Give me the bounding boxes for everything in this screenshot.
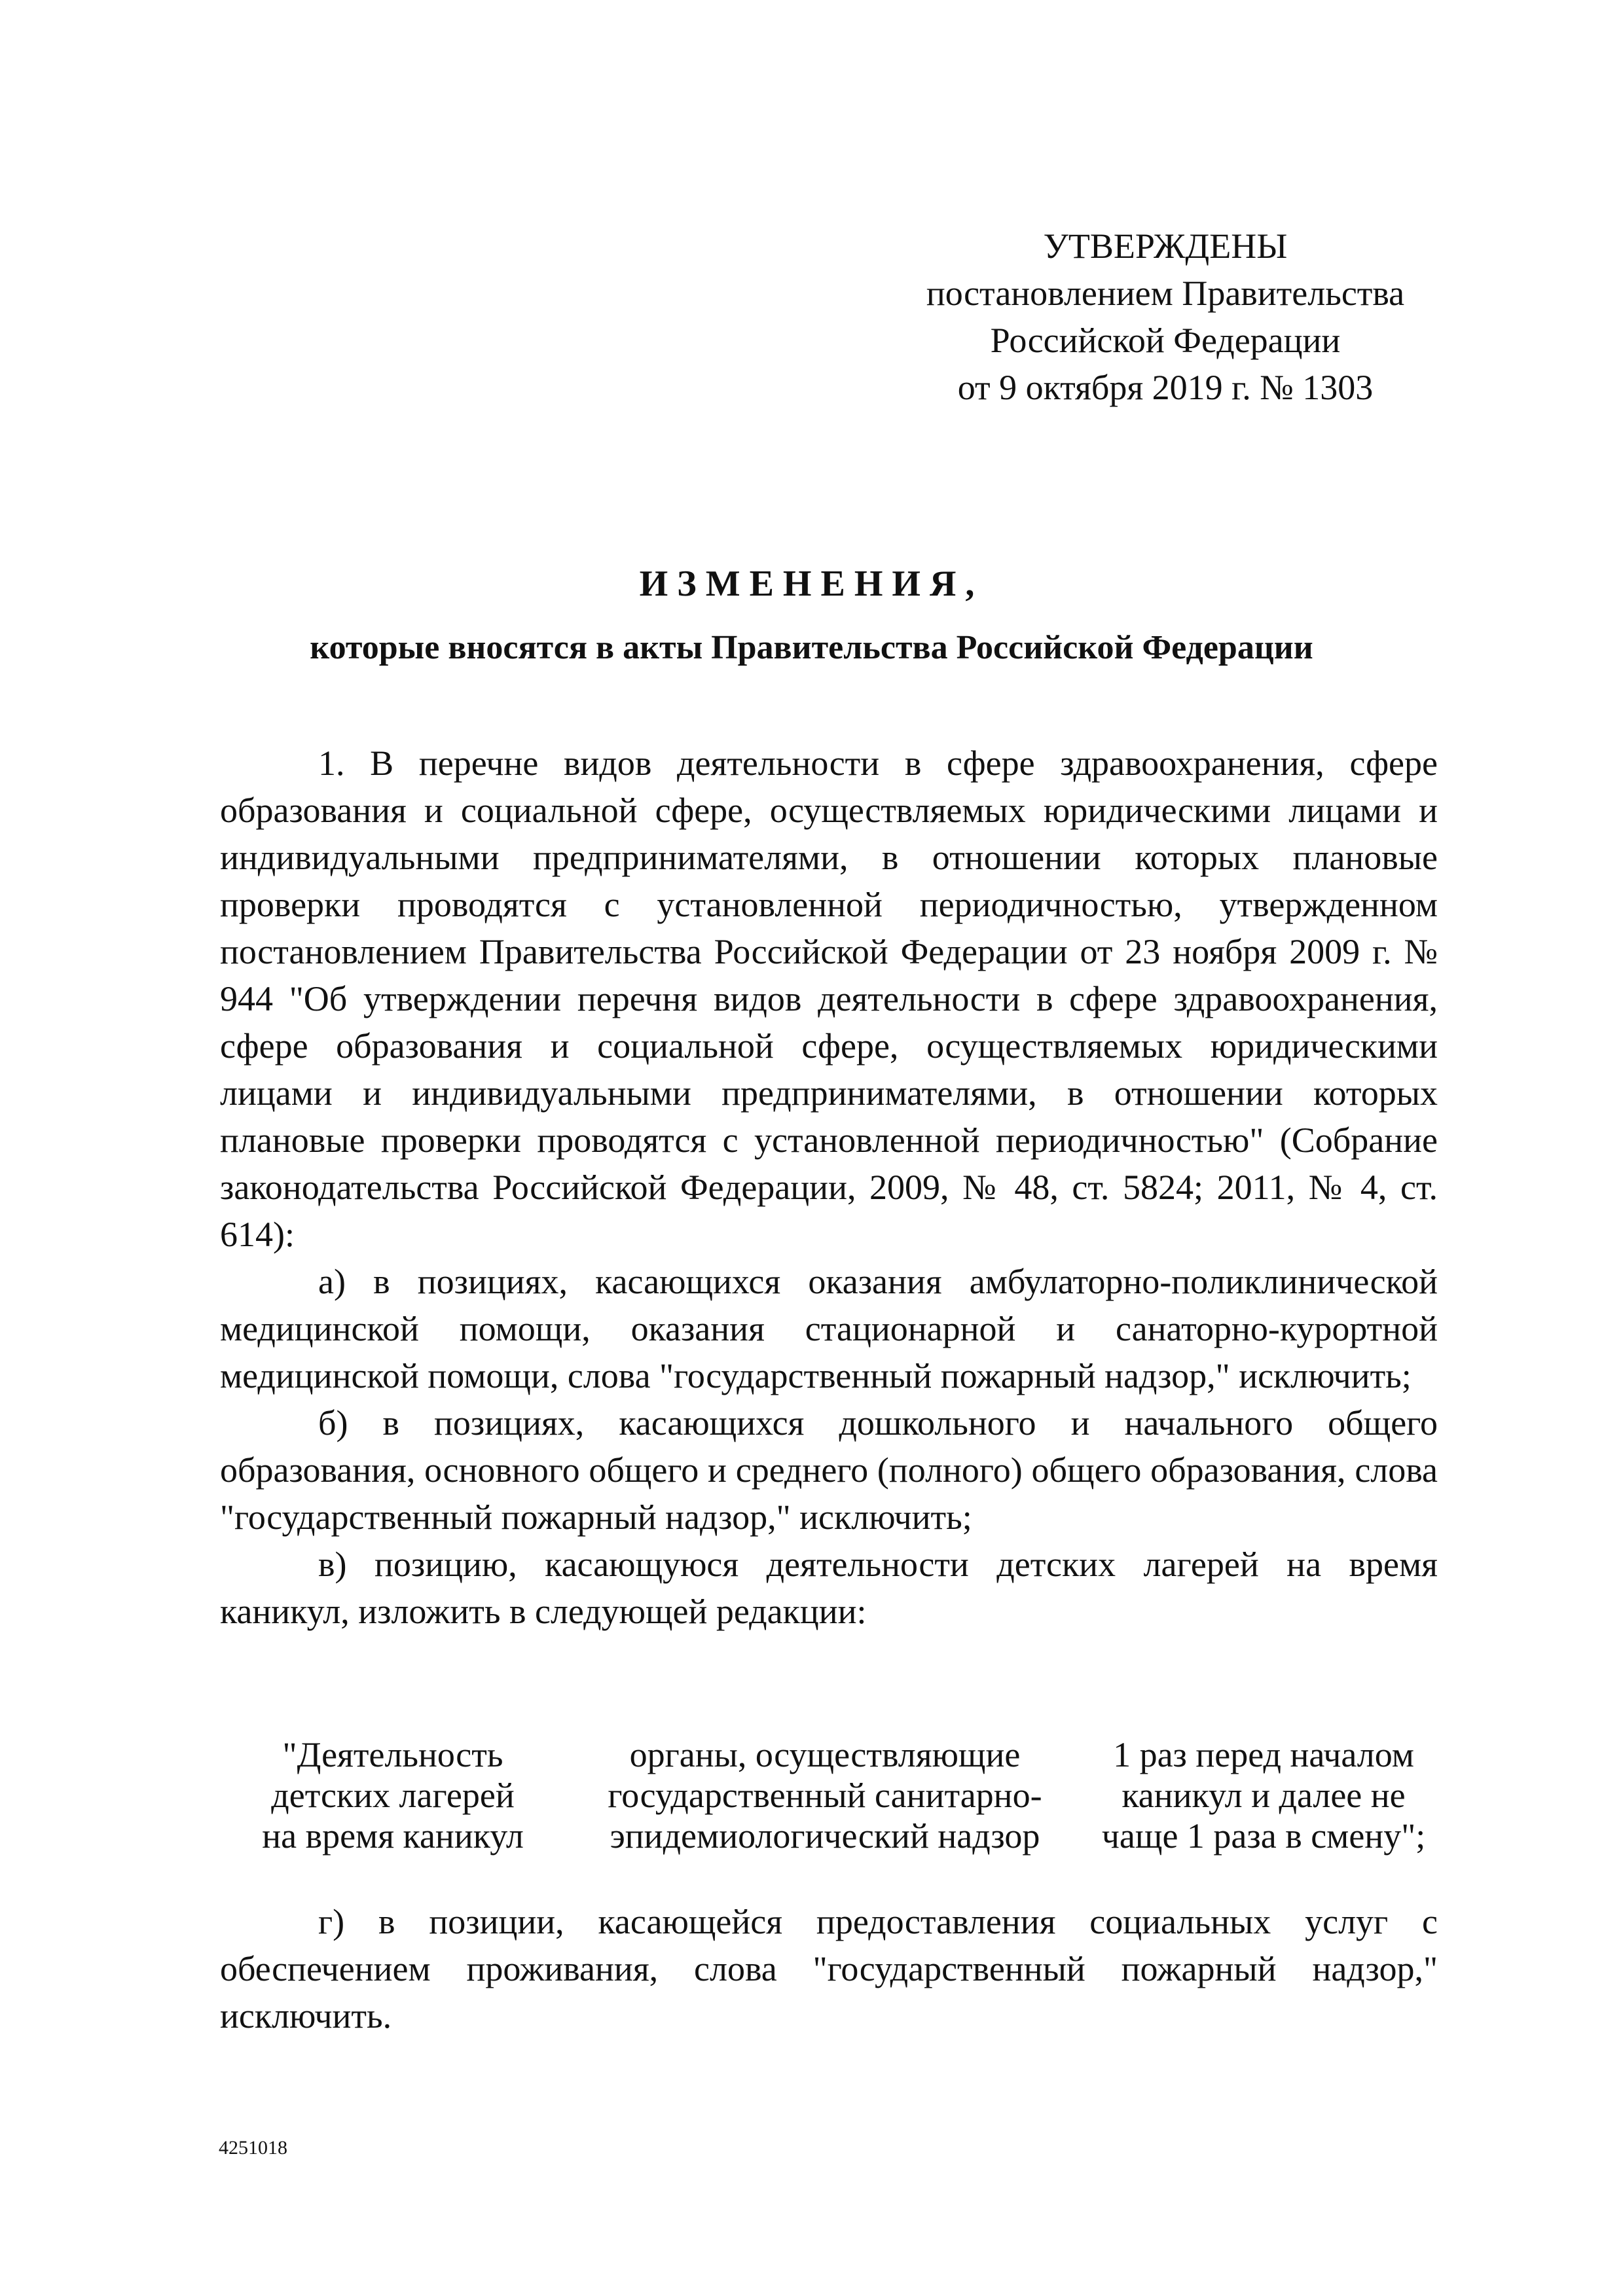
table-cell: каникул и далее не <box>1122 1776 1406 1815</box>
paragraph-1: 1. В перечне видов деятельности в сфере здравоохранения, сфере образования и социальной сфере, осуществляемых юридическими лицами и индивидуальными предпринимателями, в отношении которых плановые проверки проводятся с установленной периодичностью, утвержденном постановлением Правительства Российской Федерации от 23 ноября 2009 г. № 944 "Об утверждении перечня видов деятельности в сфере здравоохранения, сфере образования и социальной сфере, осуществляемых юридическими лицами и индивидуальными предпринимателями, в отношении которых плановые проверки проводятся с установленной периодичностью" (Собрание законодательства Российской Федерации, 2009, № 48, ст. 5824; 2011, № 4, ст. 614): <box>220 744 1438 1254</box>
table-cell: органы, осуществляющие <box>629 1735 1021 1774</box>
subparagraph-v: в) позицию, касающуюся деятельности детских лагерей на время каникул, изложить в следующей редакции: <box>220 1545 1438 1631</box>
document-title: ИЗМЕНЕНИЯ, <box>639 564 984 604</box>
approval-block <box>903 223 1427 411</box>
table-cell: чаще 1 раза в смену"; <box>1101 1816 1426 1856</box>
subparagraph-a: а) в позициях, касающихся оказания амбулаторно-поликлинической медицинской помощи, оказания стационарной и санаторно-курортной медицинской помощи, слова "государственный пожарный надзор," исключить; <box>220 1262 1438 1395</box>
table-cell: эпидемиологический надзор <box>610 1816 1040 1856</box>
table-cell: 1 раз перед началом <box>1113 1735 1414 1774</box>
document-subtitle: которые вносятся в акты Правительства Российской Федерации <box>310 629 1313 666</box>
approval-date-number: от 9 октября 2019 г. № 1303 <box>957 368 1374 407</box>
table-cell: детских лагерей <box>271 1776 515 1815</box>
table-cell: государственный санитарно- <box>608 1776 1042 1815</box>
table-column-authority <box>543 1734 1106 1856</box>
table-column-activity <box>216 1734 570 1856</box>
table-column-frequency <box>1054 1734 1473 1856</box>
subparagraph-b: б) в позициях, касающихся дошкольного и начального общего образования, основного общего и среднего (полного) общего образования, слова "государственный пожарный надзор," исключить; <box>220 1403 1438 1537</box>
approval-heading: УТВЕРЖДЕНЫ <box>1043 226 1288 266</box>
approval-line: Российской Федерации <box>990 321 1341 360</box>
approval-line: постановлением Правительства <box>926 274 1405 313</box>
table-cell: на время каникул <box>262 1816 524 1856</box>
table-cell: "Деятельность <box>282 1735 503 1774</box>
document-body-continued <box>220 1898 1438 2039</box>
subparagraph-g: г) в позиции, касающейся предоставления социальных услуг с обеспечением проживания, слова "государственный пожарный надзор," исключить. <box>220 1902 1438 2036</box>
document-body <box>220 740 1438 1635</box>
footer-document-code: 4251018 <box>219 2137 287 2159</box>
